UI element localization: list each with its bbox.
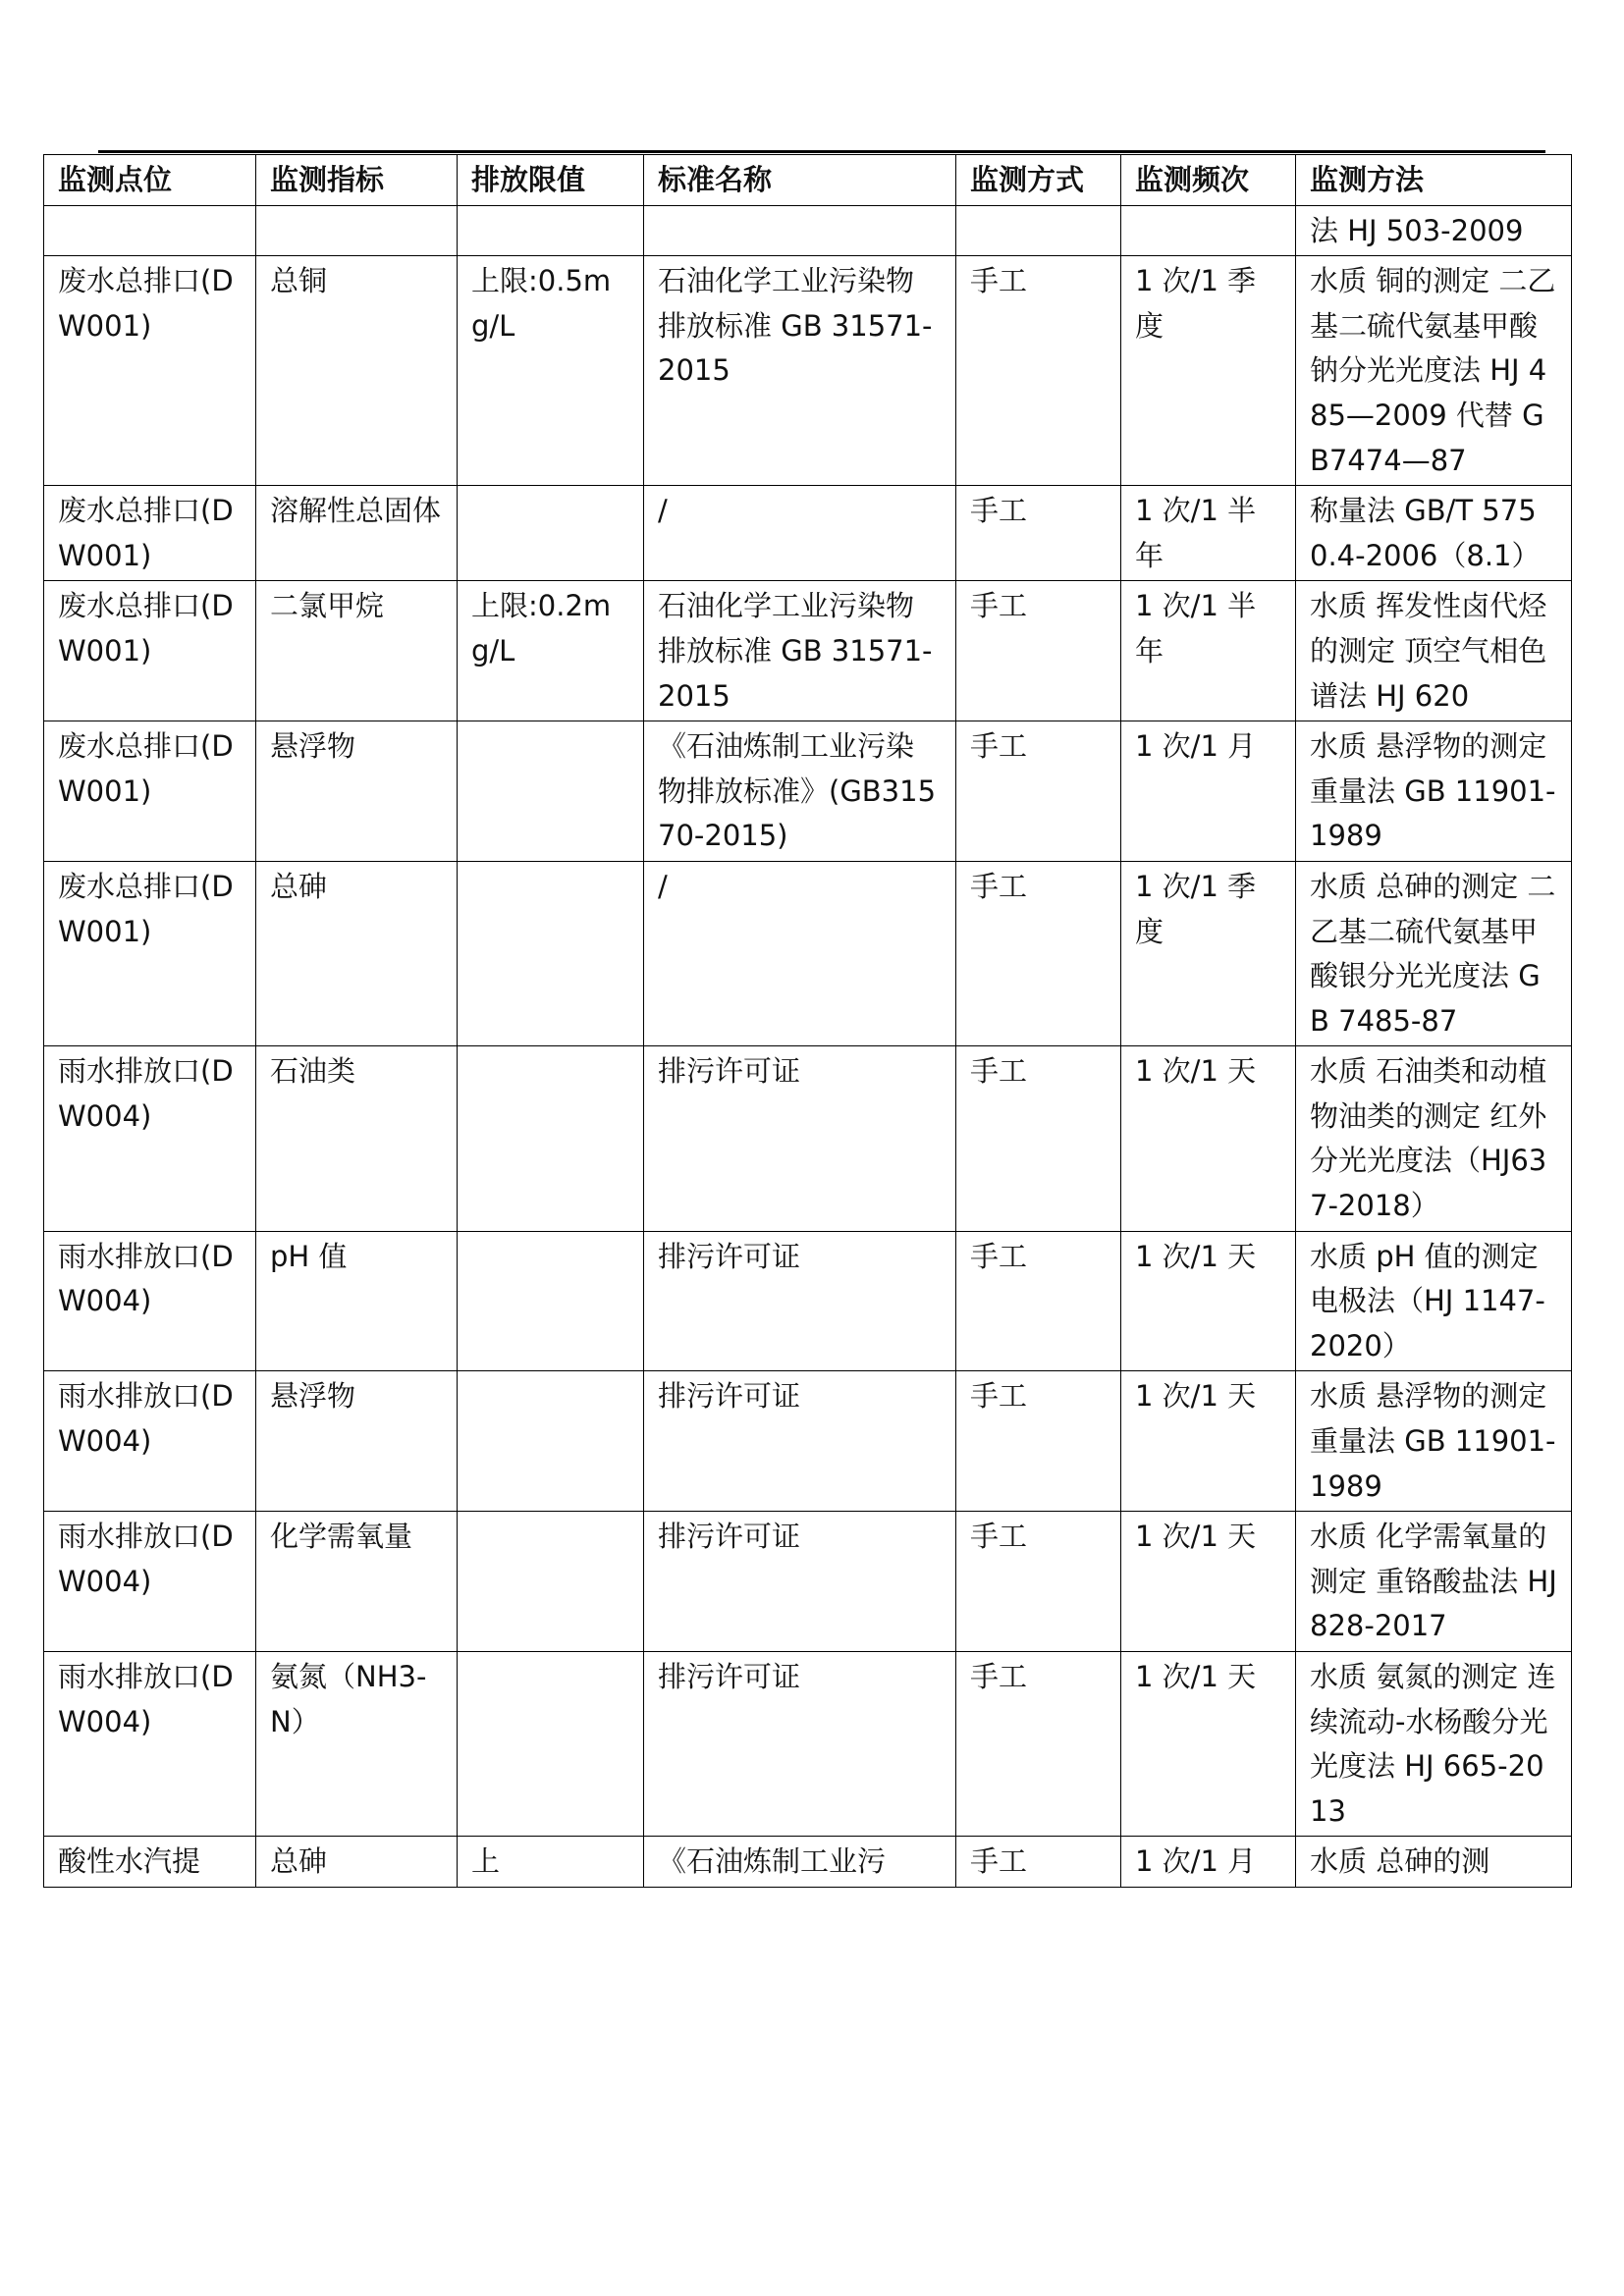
cell-standard-name: 石油化学工业污染物排放标准 GB 31571-2015 xyxy=(644,256,956,486)
cell-method: 水质 悬浮物的测定 重量法 GB 11901-1989 xyxy=(1296,1371,1572,1512)
cell-emission-limit xyxy=(458,1046,644,1231)
cell-standard-name: 《石油炼制工业污染物排放标准》(GB31570-2015) xyxy=(644,721,956,862)
cell-standard-name: / xyxy=(644,486,956,581)
cell-frequency: 1 次/1 月 xyxy=(1121,1837,1296,1888)
header-monitoring-method: 监测方法 xyxy=(1296,155,1572,206)
cell-mode: 手工 xyxy=(956,1371,1121,1512)
cell-method: 水质 氨氮的测定 连续流动-水杨酸分光光度法 HJ 665-2013 xyxy=(1296,1652,1572,1837)
cell-mode: 手工 xyxy=(956,486,1121,581)
cell-indicator: 总砷 xyxy=(256,1837,458,1888)
cell-mode: 手工 xyxy=(956,581,1121,721)
header-standard-name: 标准名称 xyxy=(644,155,956,206)
header-emission-limit: 排放限值 xyxy=(458,155,644,206)
table-row xyxy=(44,256,1572,486)
cell-method: 水质 挥发性卤代烃的测定 顶空气相色谱法 HJ 620 xyxy=(1296,581,1572,721)
cell-method: 水质 总砷的测定 二乙基二硫代氨基甲酸银分光光度法 GB 7485-87 xyxy=(1296,861,1572,1045)
cell-emission-limit xyxy=(458,1652,644,1837)
cell-standard-name: 排污许可证 xyxy=(644,1046,956,1231)
cell-mode: 手工 xyxy=(956,256,1121,486)
cell-indicator: 溶解性总固体 xyxy=(256,486,458,581)
cell-emission-limit xyxy=(458,721,644,862)
cell-method: 水质 化学需氧量的测定 重铬酸盐法 HJ 828-2017 xyxy=(1296,1512,1572,1652)
cell-monitoring-point: 废水总排口(DW001) xyxy=(44,486,256,581)
cell-monitoring-point: 废水总排口(DW001) xyxy=(44,581,256,721)
cell-standard-name: 排污许可证 xyxy=(644,1371,956,1512)
cell-method: 水质 总砷的测 xyxy=(1296,1837,1572,1888)
cell-mode: 手工 xyxy=(956,1512,1121,1652)
cell-frequency: 1 次/1 季度 xyxy=(1121,861,1296,1045)
table-row xyxy=(44,205,1572,256)
cell-indicator: 总砷 xyxy=(256,861,458,1045)
cell-method: 水质 pH 值的测定 电极法（HJ 1147-2020） xyxy=(1296,1231,1572,1371)
cell-monitoring-point: 雨水排放口(DW004) xyxy=(44,1371,256,1512)
cell-monitoring-point: 酸性水汽提 xyxy=(44,1837,256,1888)
cell-emission-limit xyxy=(458,1371,644,1512)
table-row xyxy=(44,1046,1572,1231)
table-row xyxy=(44,1652,1572,1837)
table-header-row xyxy=(44,155,1572,206)
cell-method: 水质 悬浮物的测定 重量法 GB 11901-1989 xyxy=(1296,721,1572,862)
table-row xyxy=(44,581,1572,721)
cell-frequency: 1 次/1 月 xyxy=(1121,721,1296,862)
cell-standard-name: 《石油炼制工业污 xyxy=(644,1837,956,1888)
cell-standard-name: 排污许可证 xyxy=(644,1652,956,1837)
cell-mode: 手工 xyxy=(956,861,1121,1045)
cell-frequency: 1 次/1 半年 xyxy=(1121,486,1296,581)
cell-indicator: 悬浮物 xyxy=(256,721,458,862)
cell-frequency: 1 次/1 天 xyxy=(1121,1371,1296,1512)
cell-frequency xyxy=(1121,205,1296,256)
cell-emission-limit xyxy=(458,861,644,1045)
table-row xyxy=(44,1837,1572,1888)
cell-standard-name: 排污许可证 xyxy=(644,1231,956,1371)
cell-standard-name: / xyxy=(644,861,956,1045)
cell-frequency: 1 次/1 天 xyxy=(1121,1046,1296,1231)
cell-method: 水质 铜的测定 二乙基二硫代氨基甲酸钠分光光度法 HJ 485—2009 代替 GB7474—87 xyxy=(1296,256,1572,486)
cell-emission-limit: 上限:0.5mg/L xyxy=(458,256,644,486)
cell-indicator: 化学需氧量 xyxy=(256,1512,458,1652)
header-monitoring-frequency: 监测频次 xyxy=(1121,155,1296,206)
cell-monitoring-point: 废水总排口(DW001) xyxy=(44,861,256,1045)
cell-indicator: 二氯甲烷 xyxy=(256,581,458,721)
table-row xyxy=(44,486,1572,581)
table-row xyxy=(44,1512,1572,1652)
cell-monitoring-point xyxy=(44,205,256,256)
cell-frequency: 1 次/1 季度 xyxy=(1121,256,1296,486)
cell-indicator: 石油类 xyxy=(256,1046,458,1231)
cell-monitoring-point: 雨水排放口(DW004) xyxy=(44,1652,256,1837)
cell-monitoring-point: 雨水排放口(DW004) xyxy=(44,1512,256,1652)
cell-mode: 手工 xyxy=(956,1652,1121,1837)
header-monitoring-mode: 监测方式 xyxy=(956,155,1121,206)
cell-indicator xyxy=(256,205,458,256)
table-row xyxy=(44,861,1572,1045)
cell-emission-limit xyxy=(458,1512,644,1652)
cell-mode: 手工 xyxy=(956,721,1121,862)
cell-monitoring-point: 雨水排放口(DW004) xyxy=(44,1231,256,1371)
cell-emission-limit: 上 xyxy=(458,1837,644,1888)
cell-monitoring-point: 废水总排口(DW001) xyxy=(44,721,256,862)
header-monitoring-indicator: 监测指标 xyxy=(256,155,458,206)
cell-frequency: 1 次/1 半年 xyxy=(1121,581,1296,721)
cell-indicator: 氨氮（NH3-N） xyxy=(256,1652,458,1837)
cell-indicator: pH 值 xyxy=(256,1231,458,1371)
cell-frequency: 1 次/1 天 xyxy=(1121,1652,1296,1837)
cell-monitoring-point: 雨水排放口(DW004) xyxy=(44,1046,256,1231)
cell-mode: 手工 xyxy=(956,1231,1121,1371)
header-rule xyxy=(98,150,1545,153)
cell-frequency: 1 次/1 天 xyxy=(1121,1512,1296,1652)
monitoring-table xyxy=(43,154,1572,1888)
table-body xyxy=(44,205,1572,1887)
cell-emission-limit xyxy=(458,486,644,581)
cell-mode: 手工 xyxy=(956,1837,1121,1888)
cell-method: 水质 石油类和动植物油类的测定 红外分光光度法（HJ637-2018） xyxy=(1296,1046,1572,1231)
cell-standard-name: 石油化学工业污染物排放标准 GB 31571-2015 xyxy=(644,581,956,721)
cell-indicator: 悬浮物 xyxy=(256,1371,458,1512)
cell-mode: 手工 xyxy=(956,1046,1121,1231)
cell-mode xyxy=(956,205,1121,256)
cell-emission-limit xyxy=(458,205,644,256)
cell-method: 称量法 GB/T 5750.4-2006（8.1） xyxy=(1296,486,1572,581)
table-row xyxy=(44,1231,1572,1371)
header-monitoring-point: 监测点位 xyxy=(44,155,256,206)
cell-method: 法 HJ 503-2009 xyxy=(1296,205,1572,256)
cell-frequency: 1 次/1 天 xyxy=(1121,1231,1296,1371)
cell-indicator: 总铜 xyxy=(256,256,458,486)
table-row xyxy=(44,1371,1572,1512)
cell-standard-name: 排污许可证 xyxy=(644,1512,956,1652)
table-row xyxy=(44,721,1572,862)
cell-monitoring-point: 废水总排口(DW001) xyxy=(44,256,256,486)
cell-standard-name xyxy=(644,205,956,256)
cell-emission-limit xyxy=(458,1231,644,1371)
cell-emission-limit: 上限:0.2mg/L xyxy=(458,581,644,721)
